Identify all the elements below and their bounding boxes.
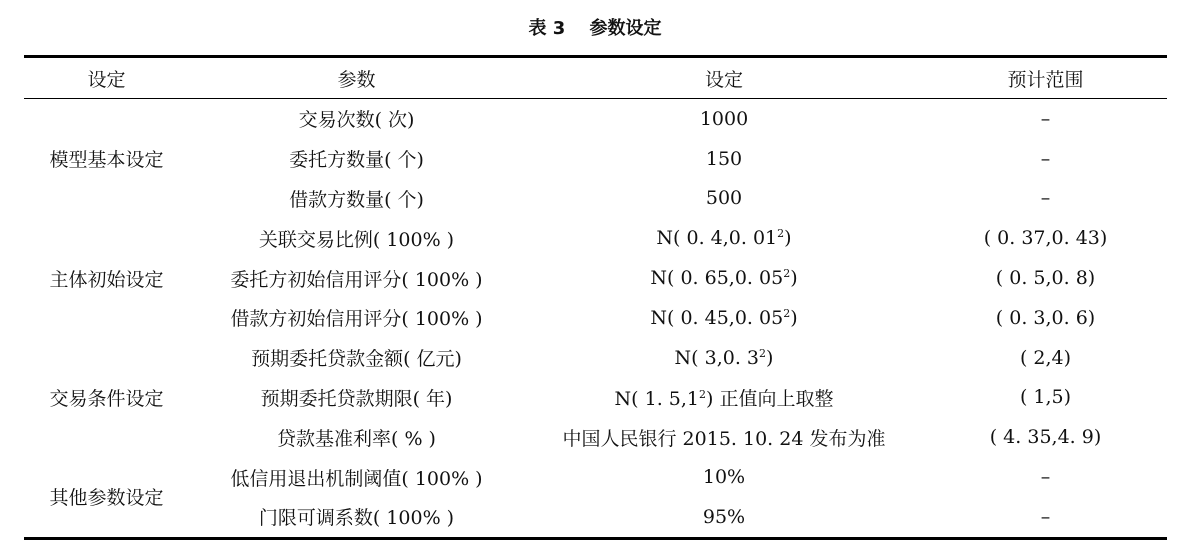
setting-text: N( 1. 5,1 — [614, 387, 699, 410]
param-cell: 预期委托贷款期限( 年) — [260, 387, 453, 410]
setting-text-end: ) — [784, 227, 792, 250]
parameter-table — [24, 55, 1167, 540]
setting-cell: 95% — [702, 505, 746, 528]
header-group: 设定 — [87, 68, 126, 91]
setting-text-end: ) 正值向上取整 — [706, 387, 834, 410]
setting-cell: 10% — [702, 466, 746, 489]
table-row — [24, 298, 1167, 338]
range-cell: ( 1,5) — [1019, 386, 1072, 409]
group-label: 交易条件设定 — [49, 387, 164, 410]
table-row — [24, 497, 1167, 538]
table-row — [24, 139, 1167, 179]
param-cell: 借款方数量( 个) — [289, 188, 424, 211]
superscript: 2 — [783, 306, 791, 320]
setting-cell — [524, 218, 924, 258]
range-cell: – — [1040, 187, 1051, 210]
range-cell: ( 0. 3,0. 6) — [995, 306, 1096, 329]
setting-cell: 中国人民银行 2015. 10. 24 发布为准 — [562, 427, 886, 450]
param-cell: 委托方初始信用评分( 100% ) — [230, 268, 483, 291]
table-row — [24, 99, 1167, 139]
param-cell: 借款方初始信用评分( 100% ) — [230, 308, 483, 331]
range-cell: – — [1040, 466, 1051, 489]
setting-text-end: ) — [790, 267, 798, 290]
table-row — [24, 218, 1167, 258]
range-cell: – — [1040, 107, 1051, 130]
table-row — [24, 338, 1167, 378]
setting-cell — [524, 298, 924, 338]
range-cell: ( 0. 37,0. 43) — [983, 227, 1108, 250]
range-cell: ( 2,4) — [1019, 346, 1072, 369]
table-row — [24, 457, 1167, 497]
group-label: 其他参数设定 — [49, 487, 164, 510]
setting-text: N( 0. 65,0. 05 — [650, 267, 784, 290]
setting-cell — [524, 258, 924, 298]
table-row — [24, 258, 1167, 298]
param-cell: 低信用退出机制阈值( 100% ) — [230, 467, 483, 490]
table-row — [24, 378, 1167, 418]
header-row — [24, 57, 1167, 99]
table-row — [24, 417, 1167, 457]
header-param: 参数 — [337, 68, 376, 91]
setting-cell — [524, 378, 924, 418]
group-label: 主体初始设定 — [49, 268, 164, 291]
table-caption: 表 3 参数设定 — [528, 18, 662, 39]
setting-cell: 150 — [705, 147, 743, 170]
param-cell: 贷款基准利率( % ) — [277, 427, 436, 450]
header-range: 预计范围 — [1007, 68, 1084, 91]
param-cell: 委托方数量( 个) — [289, 149, 424, 172]
range-cell: – — [1040, 147, 1051, 170]
setting-text: N( 0. 45,0. 05 — [650, 306, 784, 329]
param-cell: 交易次数( 次) — [298, 109, 415, 132]
range-cell: ( 4. 35,4. 9) — [989, 426, 1102, 449]
setting-text: N( 0. 4,0. 01 — [656, 227, 778, 250]
param-cell: 关联交易比例( 100% ) — [258, 228, 455, 251]
range-cell: ( 0. 5,0. 8) — [995, 267, 1096, 290]
superscript: 2 — [783, 267, 791, 281]
group-label: 模型基本设定 — [49, 149, 164, 172]
setting-text-end: ) — [766, 346, 774, 369]
setting-text-end: ) — [790, 306, 798, 329]
range-cell: – — [1040, 505, 1051, 528]
setting-text: N( 3,0. 3 — [674, 346, 760, 369]
header-setting: 设定 — [704, 68, 743, 91]
param-cell: 预期委托贷款金额( 亿元) — [251, 348, 462, 371]
setting-cell — [524, 338, 924, 378]
superscript: 2 — [777, 227, 785, 241]
superscript: 2 — [759, 346, 767, 360]
setting-cell: 1000 — [699, 107, 749, 130]
table-row — [24, 179, 1167, 219]
superscript: 2 — [699, 387, 706, 401]
param-cell: 门限可调系数( 100% ) — [258, 507, 455, 530]
setting-cell: 500 — [705, 187, 743, 210]
